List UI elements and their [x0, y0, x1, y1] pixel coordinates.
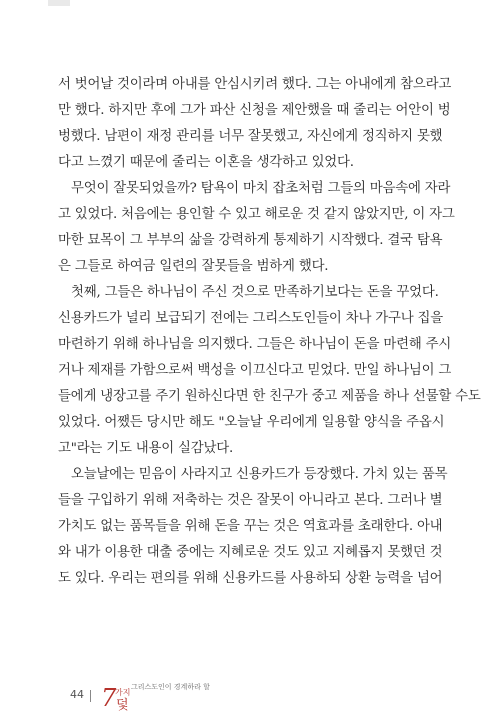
- text-line: 다고 느꼈기 때문에 줄리는 이혼을 생각하고 있었다.: [58, 155, 354, 170]
- text-line: 마련하기 위해 하나님을 의지했다. 그들은 하나님이 돈을 마련해 주시: [58, 337, 452, 352]
- book-logo-icon: [100, 682, 134, 712]
- text-line-paragraph-start: 첫째, 그들은 하나님이 주신 것으로 만족하기보다는 돈을 꾸었다.: [71, 285, 439, 300]
- footer-divider: [90, 690, 91, 702]
- text-line: 고"라는 기도 내용이 실감났다.: [58, 441, 234, 456]
- page-footer: [0, 676, 470, 720]
- svg-text:7: 7: [101, 684, 117, 712]
- text-line: 만 했다. 하지만 후에 그가 파산 신청을 제안했을 때 줄리는 어안이 벙: [58, 103, 451, 118]
- text-line: 신용카드가 널리 보급되기 전에는 그리스도인들이 차나 가구나 집을: [58, 311, 443, 326]
- text-line: 은 그들로 하여금 일련의 잘못들을 범하게 했다.: [58, 259, 329, 274]
- text-line: 서 벗어날 것이라며 아내를 안심시키려 했다. 그는 아내에게 참으라고: [58, 77, 452, 92]
- text-line: 벙했다. 남편이 재정 관리를 너무 잘못했고, 자신에게 정직하지 못했: [58, 129, 443, 144]
- text-line: 도 있다. 우리는 편의를 위해 신용카드를 사용하되 상환 능력을 넘어: [58, 571, 443, 586]
- svg-text:가지: 가지: [115, 688, 131, 697]
- text-line: 고 있었다. 처음에는 용인할 수 있고 해로운 것 같지 않았지만, 이 자그: [58, 207, 455, 222]
- text-line-paragraph-start: 무엇이 잘못되었을까? 탐욕이 마치 잡초처럼 그들의 마음속에 자라: [71, 181, 451, 196]
- text-line: 들에게 냉장고를 주기 원하신다면 한 친구가 중고 제품을 하나 선물할 수도: [58, 389, 481, 404]
- text-line-paragraph-start: 오늘날에는 믿음이 사라지고 신용카드가 등장했다. 가치 있는 품목: [71, 467, 448, 482]
- text-line: 마한 묘목이 그 부부의 삶을 강력하게 통제하기 시작했다. 결국 탐욕: [58, 233, 443, 248]
- text-line: 와 내가 이용한 대출 중에는 지혜로운 것도 있고 지혜롭지 못했던 것: [58, 545, 443, 560]
- book-title: 그리스도인이 경계하라 할: [131, 683, 210, 691]
- text-line: 있었다. 어쨌든 당시만 해도 "오늘날 우리에게 일용할 양식을 주옵시: [58, 415, 445, 430]
- page-number: 44: [70, 688, 84, 701]
- text-line: 들을 구입하기 위해 저축하는 것은 잘못이 아니라고 본다. 그러나 별: [58, 493, 443, 508]
- svg-text:덫: 덫: [116, 698, 129, 713]
- text-line: 거나 제재를 가함으로써 백성을 이끄신다고 믿었다. 만일 하나님이 그: [58, 363, 452, 378]
- body-text: [58, 72, 481, 592]
- scan-artifact: [48, 0, 70, 6]
- text-line: 가치도 없는 품목들을 위해 돈을 꾸는 것은 역효과를 초래한다. 아내: [58, 519, 443, 534]
